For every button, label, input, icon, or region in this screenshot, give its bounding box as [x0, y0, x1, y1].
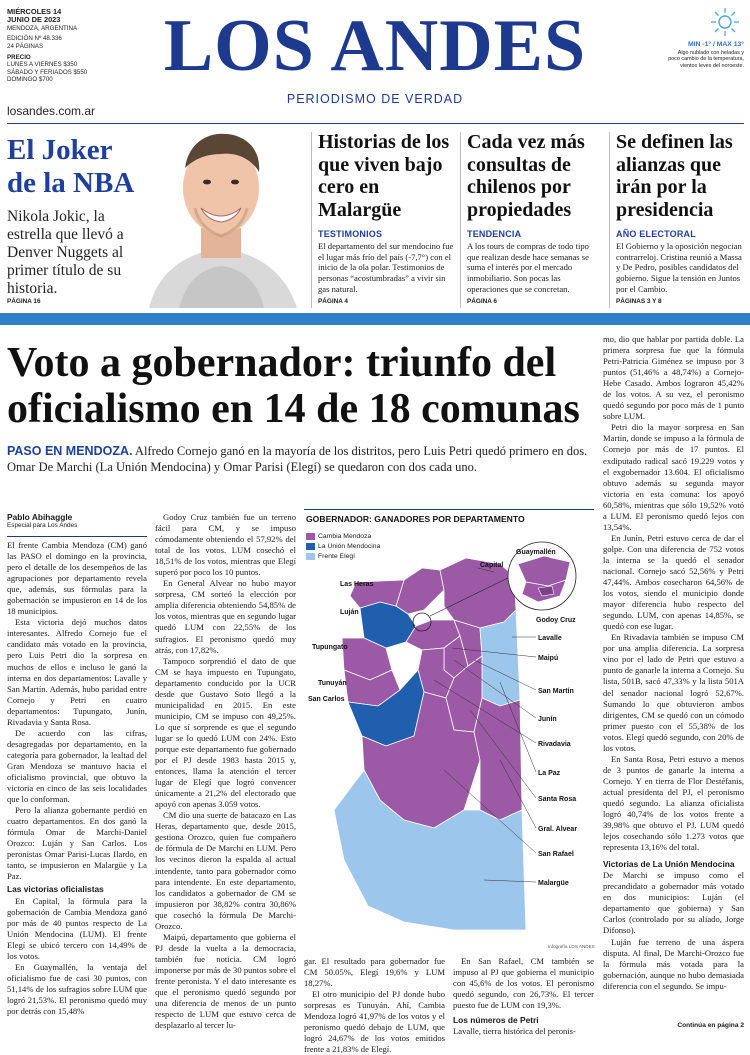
- map-label: Las Heras: [340, 581, 374, 588]
- player-photo: [139, 128, 305, 308]
- teaser-alianzas[interactable]: [616, 131, 744, 311]
- paragraph: En San Rafael, CM también se impuso al PJ que gobierna el municipio con 45,6% de los votos. El peronismo quedó segundo, con 26,73%. El tercer puesto fue de LUM con 19,3%.: [453, 956, 594, 1011]
- edition-number: EDICIÓN Nº 48.336: [7, 35, 62, 43]
- paragraph: mo, dio que hablar por partida doble. La primera sorpresa fue que la fórmula Petri-Patricia Giménez se impuso por 3 puntos (51,46% a 48,74%) a Cornejo-Hebe Casado. Ambos lograron 45,42% de los votos. A su vez, el peronismo quedó segundo por poco más de 1 punto sobre LUM.: [603, 334, 744, 422]
- map-label: Godoy Cruz: [536, 617, 576, 624]
- teaser-chilenos-kicker: TENDENCIA: [467, 229, 522, 239]
- paragraph: gar. El resultado para gobernador fue CM 50.05%, Elegí 19,6% y LUM 18,27%.: [304, 956, 445, 989]
- map-graphic: [304, 509, 594, 953]
- paragraph: CM dio una suerte de batacazo en Las Heras, departamento que, desde 2015, gestiona Orozco, quien fue compañero de fórmula de De Marchi en LUM. Pero los vecinos dieron la espalda al actual intendente, tanto para gobernador como para intendente. En este departamento, los candidatos a gobernador de CM se impusieron por 38,82% contra 30,86% que cosechó la fórmula De Marchi-Orozco.: [155, 810, 296, 931]
- paragraph: Godoy Cruz también fue un terreno fácil para CM, y se impuso cómodamente obteniendo el 57,92% del total de los votos. LUM cosechó el 18,51% de los votos, mientras que Elegí superó por poco los 10 puntos.: [155, 512, 296, 578]
- paragraph: Petri dio la mayor sorpresa en San Martín, donde se impuso a la fórmula de Cornejo por más de 17 puntos. El exdiputado radical sacó 19.229 votos y el exgobernador 13.604. El oficialismo obtuvo además su segunda mayor victoria en esta comuna: los apoyó 60,58%, mientras que sólo 19,52% votó a LUM. El peronismo quedó lejos con 13,54%.: [603, 422, 744, 532]
- paragraph: En Capital, la fórmula para la gobernación de Cambia Mendoza ganó por más de 40 puntos respecto de La Unión Mendocina (LUM). El frente Elegí se ubicó tercero con 14,49% de los votos.: [7, 895, 147, 961]
- teaser-joker-title-l1: El Joker: [7, 134, 113, 166]
- teaser-alianzas-page: PÁGINAS 3 Y 8: [616, 297, 662, 305]
- subheading: Victorias de La Unión Mendocina: [603, 859, 735, 870]
- map-label: Rivadavia: [538, 741, 571, 748]
- paragraph: El otro municipio del PJ donde hubo sorpresas es Tunuyán. Ahí, Cambia Mendoza logró 41,97% de los votos y el peronismo quedó debajo de LUM, que logró 24,67% de los votos emitidos frente a 21,83% de Elegí.: [304, 989, 445, 1055]
- map-label: Malargüe: [538, 880, 569, 887]
- teaser-chilenos-page: PÁGINA 6: [467, 297, 497, 305]
- paragraph: Lavalle, tierra histórica del peronis-: [453, 1026, 576, 1037]
- lead-headline-l2: oficialismo en 14 de 18 comunas: [7, 386, 580, 432]
- region-lavalle: [440, 558, 516, 628]
- legend-label: Cambia Mendoza: [318, 532, 372, 540]
- price-saturday: SÁBADO Y FERIADOS $550: [7, 68, 88, 76]
- paragraph: Tampoco sorprendió el dato de que CM se haya impuesto en Tupungato, departamento conducido por la UCR desde que Gustavo Soto llegó a la municipalidad en 2015. En este municipio, CM se impuso con 49,25%. Lo que sí sorprende es que el segundo lugar se lo quedó LUM con 24%. Esto porque este departamento fue gobernado por el PJ desde 1983 hasta 2015 y, entonces, llama la atención el tercer lugar de Elegí que logró convencer únicamente a 21,2% del electorado que apoyó con apenas 3.059 votos.: [155, 655, 296, 810]
- lead-headline-l1: Voto a gobernador: triunfo del: [7, 340, 557, 386]
- map-label: Tupungato: [312, 644, 348, 651]
- map-label: Maipú: [538, 655, 559, 662]
- mendoza-map: [304, 510, 594, 954]
- paragraph: Esta victoria dejó muchos datos interesantes. Alfredo Cornejo fue el candidato más votado en la provincia, pero Luis Petri dio la sorpresa en muchos de ellos e incluso le ganó la interna en dos departamentos: Lavalle y San Martín. Además, hubo paridad entre Cornejo y Petri en cuatro departamentos: Tupungato, Junín, Rivadavia y Santa Rosa.: [7, 617, 147, 727]
- byline: [7, 512, 147, 529]
- legend-label: Frente Elegí: [318, 552, 356, 560]
- teaser-joker-title: [7, 134, 157, 200]
- map-label: San Carlos: [308, 696, 345, 703]
- lead-headline[interactable]: [7, 340, 597, 432]
- paragraph: En Junín, Petri estuvo cerca de dar el golpe. Con una diferencia de 752 votos la interna se la quedó el senador nacional. Cornejo sacó 52,56% y Petri 47,44%. Ambos cosecharon 64,56% de los votos, siendo el municipio donde mayor diferencia hubo respecto del segundo. LUM, con apenas 14,85%, se quedó con ese lugar.: [603, 532, 744, 632]
- map-label: Guaymallén: [516, 549, 556, 556]
- byline-role: Especial para Los Andes: [7, 522, 78, 529]
- price-sunday: DOMINGO $700: [7, 76, 53, 84]
- teaser-chilenos-title: Cada vez más consultas de chilenos por propiedades: [467, 131, 585, 221]
- subheading: Las victorias oficialistas: [7, 884, 104, 895]
- region-gral-alvear: [474, 698, 522, 820]
- byline-name: Pablo Abihaggle: [7, 512, 73, 522]
- paragraph: En Santa Rosa, Petri estuvo a menos de 3 puntos de ganarle la interna a Cornejo. Y en tierra de Flor Destéfanis, actual presidenta del PJ, el peronismo quedó segundo. La alianza oficialista logró 40,74% de los votos frente a 39,98% que obtuvo el PJ. LUM quedó lejos cosechando sólo 1.273 votos que representa 13,16% del total.: [603, 753, 744, 853]
- masthead-rule: [7, 123, 744, 124]
- paragraph: Pero la alianza gobernante perdió en cuatro departamentos. En dos ganó la fórmula Omar de Marchi-Daniel Orozco: Luján y San Carlos. Los peronistas Omar Parisi-Lucas Ilardo, en tanto, se impusieron en Malargüe y La Paz.: [7, 805, 147, 882]
- page-count: 24 PÁGINAS: [7, 43, 44, 50]
- paragraph: De acuerdo con las cifras, desagregadas por departamento, en la categoría para gobernador, la lealtad del Gran Mendoza se mantuvo hacia el oficialismo provincial, que obtuvo la victoria en cinco de las seis localidades que lo conforman.: [7, 727, 147, 805]
- teaser-alianzas-body: El Gobierno y la oposición negocian contrarreloj. Cristina reunió a Massa y De Pedro, posibles candidatos del gobierno. Sigue la tensión en Juntos por el Cambio.: [616, 241, 742, 294]
- city: MENDOZA, ARGENTINA: [7, 24, 78, 32]
- article-column-2: [155, 512, 296, 1030]
- byline-rule: [7, 536, 147, 537]
- map-label: Gral. Alvear: [538, 826, 578, 833]
- teaser-malargue-kicker: TESTIMONIOS: [318, 229, 383, 239]
- date-day: MIÉRCOLES 14: [7, 7, 62, 16]
- map-label: Capital: [480, 562, 504, 569]
- article-column-3: [304, 956, 445, 1055]
- legend-label: La Unión Mendocina: [318, 542, 381, 550]
- teaser-chilenos-body: A los tours de compras de todo tipo que realizan desde hace semanas se suma el interés por el mercado inmobiliario. Son pocas las operaciones que se concretan.: [467, 241, 589, 294]
- subheading: Los números de Petri: [453, 1015, 539, 1026]
- map-label: Tunuyán: [318, 680, 347, 687]
- article-column-1: [7, 540, 147, 1030]
- article-column-5: [603, 334, 744, 1022]
- map-label: La Paz: [538, 770, 561, 777]
- map-label: San Martín: [538, 688, 574, 695]
- teaser-malargue-title: Historias de los que viven bajo cero en Malargüe: [318, 131, 450, 221]
- tagline: PERIODISMO DE VERDAD: [286, 92, 464, 106]
- price-label: PRECIO: [7, 53, 31, 61]
- lead-kicker: PASO EN MENDOZA.: [7, 444, 133, 458]
- teaser-joker[interactable]: [7, 128, 305, 311]
- weather-temp: MIN -1° / MAX 13°: [687, 41, 744, 48]
- teaser-joker-title-l2: de la NBA: [7, 167, 135, 199]
- paragraph: Maipú, departamento que gobierna el PJ desde la vuelta a la democracia, también fue noticia. CM logró imponerse por más de 30 puntos sobre el frente peronista. Y el dato interesante es que el peronismo quedó segundo por una diferencia de menos de un punto respecto de LUM que estuvo cerca de desplazarlo al tercer lu-: [155, 931, 296, 1031]
- map-title: GOBERNADOR: GANADORES POR DEPARTAMENTO: [306, 514, 525, 524]
- paragraph: El frente Cambia Mendoza (CM) ganó las PASO el domingo en la provincia, pero el detalle de los desempeños de las agrupaciones por departamento revela que, además, sus fórmulas para la gobernación se impusieron en 14 de los 18 municipios.: [7, 540, 147, 617]
- continued-link[interactable]: Continúa en página 2: [677, 1022, 744, 1029]
- site-url[interactable]: losandes.com.ar: [7, 104, 96, 118]
- price-weekday: LUNES A VIERNES $350: [7, 61, 78, 69]
- teaser-divider: [460, 132, 461, 308]
- newspaper-logo: LOS ANDES: [163, 5, 587, 87]
- teaser-divider: [609, 132, 610, 308]
- article-column-4: [453, 956, 594, 1037]
- teaser-alianzas-kicker: AÑO ELECTORAL: [616, 229, 696, 239]
- lead-deck: [7, 444, 593, 475]
- date-block: [7, 8, 102, 84]
- teaser-joker-page: PÁGINA 16: [7, 298, 41, 305]
- teaser-chilenos[interactable]: [467, 131, 603, 311]
- teaser-divider: [311, 132, 312, 308]
- map-label: Santa Rosa: [538, 796, 577, 803]
- teaser-malargue[interactable]: [318, 131, 454, 311]
- sun-icon: [706, 6, 744, 38]
- section-band: [0, 313, 750, 325]
- map-credit: Infografía LOS ANDES: [548, 944, 595, 949]
- date-full: JUNIO DE 2023: [7, 15, 61, 25]
- paragraph: Luján fue terreno de una áspera disputa. Al final, De Marchi-Orozco fue la fórmula más votada para la gobernación, aunque no hubo demasiada diferencia con el segundo. Se impu-: [603, 936, 744, 991]
- map-label: Luján: [340, 609, 359, 616]
- teaser-malargue-page: PÁGINA 4: [318, 297, 348, 305]
- teaser-malargue-body: El departamento del sur mendocino fue el lugar más frío del país (-7,7°) con el inicio de la ola polar. Testimonios de personas “acostumbradas” a vivir sin gas natural.: [318, 241, 454, 294]
- lead-deck-text: Alfredo Cornejo ganó en la mayoría de los distritos, pero Luis Petri quedó primero en dos. Omar De Marchi (La Unión Mendocina) y Omar Parisi (Elegí) se quedaron con dos cada uno.: [7, 444, 588, 474]
- map-label: Lavalle: [538, 635, 562, 642]
- teaser-alianzas-title: Se definen las alianzas que irán por la presidencia: [616, 131, 733, 221]
- map-label: Junín: [538, 716, 557, 723]
- map-label: San Rafael: [538, 851, 574, 858]
- teaser-joker-body: Nikola Jokic, la estrella que llevó a Denver Nuggets al primer título de su historia.: [7, 208, 124, 297]
- paragraph: En Guaymallén, la ventaja del oficialismo fue de casi 30 puntos, con 51,14% de los sufragios sobre LUM que logró 21,53%. El peronismo quedó muy por detrás con 15,48%: [7, 961, 147, 1016]
- region-las-heras: [396, 568, 444, 614]
- paragraph: De Marchi se impuso como el precandidato a gobernador más votado en dos municipios: Luján (el departamento que gobierna) y San Carlos (controlado por su aliado, Jorge Difonso).: [603, 870, 744, 936]
- weather-text: Algo nublado con heladas y poco cambio de la temperatura, vientos leves del noroeste.: [668, 50, 744, 69]
- paragraph: En Rivadavia también se impuso CM por una amplia diferencia. La sorpresa vino por el lado de Petri que estuvo a punto de ganarle la interna a Cornejo. Su lista, 501B, sacó 47,33% y la lista 501A del senador nacional logró 52,67%. Sumando lo que obtuvieron ambos dirigentes, CM se quedó con un cómodo primer puesto con el 55,38% de los votos. Elegí quedó segundo, con 20% de los votos.: [603, 632, 744, 753]
- paragraph: En General Alvear no hubo mayor sorpresa, CM sorteó la elección por amplia diferencia obteniendo 54,85% de los votos, mientras que en segundo lugar quedó LUM con 22,55% de los sufragios. El peronismo quedó muy atrás, con 17,82%.: [155, 578, 296, 655]
